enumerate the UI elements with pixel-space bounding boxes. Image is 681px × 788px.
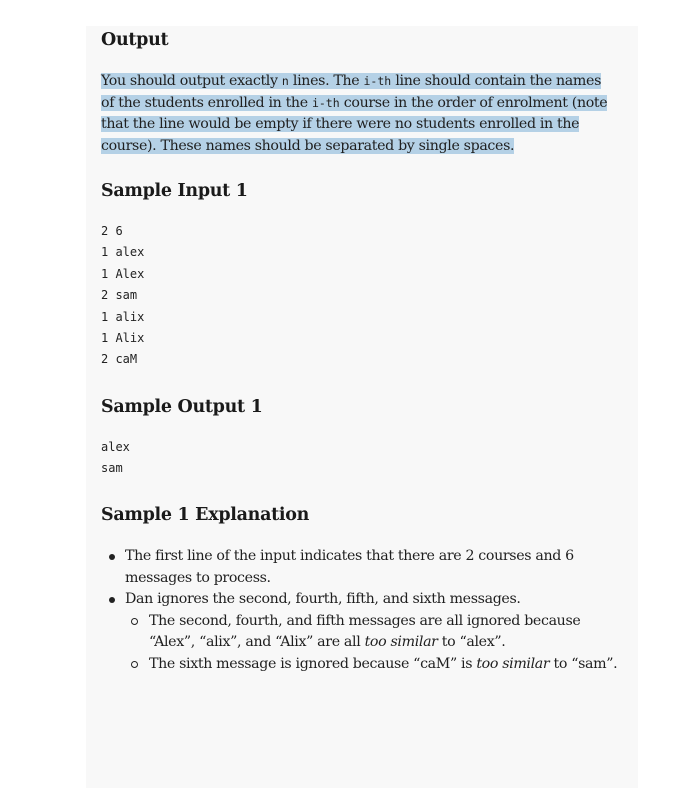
code-line: 1 Alex: [101, 266, 145, 281]
output-description[interactable]: [101, 71, 616, 157]
code-line: 2 caM: [101, 352, 138, 367]
sample-output-block[interactable]: [101, 437, 130, 480]
list-item: The first line of the input indicates that there are 2 courses and 6 messages to process.: [101, 546, 621, 589]
list-item: Dan ignores the second, fourth, fifth, and sixth messages. The second, fourth, and fifth messages are all ignored because “Alex”, “alix”, and “Alix” are all too similar to “alex”. The sixth message is ignored because “caM” is too similar to “sam”.: [101, 589, 621, 675]
bullet-dot: [109, 597, 115, 603]
explanation-list: [101, 546, 621, 675]
code-ith: i-th: [311, 95, 340, 110]
code-line: 2 sam: [101, 288, 138, 303]
code-line: 1 Alix: [101, 330, 145, 345]
code-line: alex: [101, 440, 130, 454]
code-line: 2 6: [101, 224, 123, 238]
code-line: sam: [101, 461, 123, 476]
sub-list: [125, 611, 621, 676]
sub-list-item: The sixth message is ignored because “caM” is too similar to “sam”.: [125, 654, 621, 676]
bullet-circle: [131, 661, 138, 668]
code-line: 1 alex: [101, 245, 145, 260]
sample-input-heading: Sample Input 1: [101, 181, 248, 201]
sample-output-heading: Sample Output 1: [101, 397, 263, 417]
output-heading: Output: [101, 30, 169, 50]
sample-input-block[interactable]: [101, 221, 144, 371]
code-n: n: [281, 74, 289, 88]
code-line: 1 alix: [101, 309, 145, 324]
bullet-dot: [109, 554, 115, 560]
selected-text[interactable]: You should output exactly n lines. The i-th line should contain the names of the students enrolled in the i-th course in the order of enrolment (note that the line would be empty if there were no students enrolled in the course). These names should be separated by single spaces.: [101, 73, 608, 154]
code-ith: i-th: [363, 74, 392, 88]
sub-list-item: The second, fourth, and fifth messages are all ignored because “Alex”, “alix”, and “Alix” are all too similar to “alex”.: [125, 611, 621, 654]
explanation-heading: Sample 1 Explanation: [101, 505, 310, 525]
bullet-circle: [131, 618, 138, 625]
